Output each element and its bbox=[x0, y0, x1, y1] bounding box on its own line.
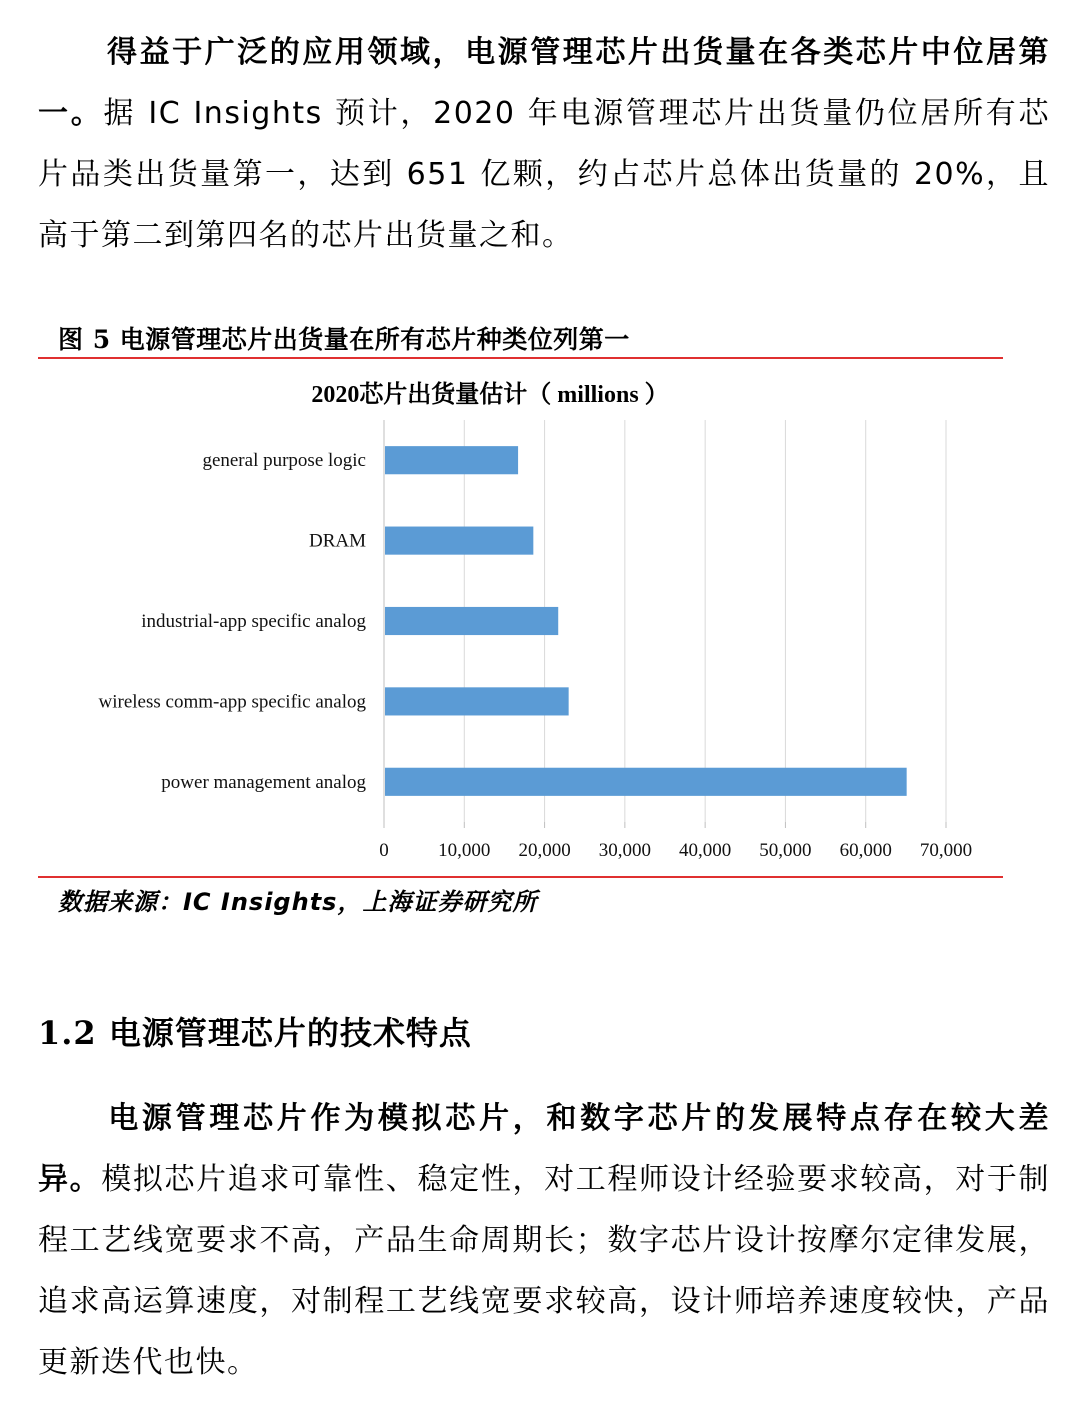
chart-bars bbox=[385, 446, 907, 796]
bar bbox=[385, 768, 907, 796]
chart-title: 2020芯片出货量估计（ millions ） bbox=[311, 382, 669, 408]
category-label: wireless comm-app specific analog bbox=[98, 691, 366, 713]
x-tick-label: 70,000 bbox=[919, 840, 973, 861]
x-tick-label: 50,000 bbox=[759, 840, 812, 861]
figure-caption: 图 5 电源管理芯片出货量在所有芯片种类位列第一 bbox=[58, 325, 630, 354]
category-label: general purpose logic bbox=[202, 450, 366, 472]
category-label: power management analog bbox=[161, 771, 366, 793]
section-lead: 电源管理芯片作为模拟芯片，和数字芯片的发展特点存在较大差异。 bbox=[38, 1101, 1050, 1197]
figure-source: 数据来源：IC Insights，上海证券研究所 bbox=[58, 888, 538, 916]
section-body: 模拟芯片追求可靠性、稳定性，对工程师设计经验要求较高，对于制程工艺线宽要求不高，产品生命周期长；数字芯片设计按摩尔定律发展，追求高运算速度，对制程工艺线宽要求较高，设计师培养速度较快，产品更新迭代也快。 bbox=[38, 1162, 1051, 1380]
x-tick-label: 0 bbox=[379, 840, 389, 861]
bar bbox=[385, 607, 558, 635]
shipment-bar-chart bbox=[38, 362, 1003, 872]
source-rule bbox=[38, 876, 1003, 878]
chart-tick-labels bbox=[379, 840, 972, 861]
category-label: DRAM bbox=[308, 530, 366, 552]
intro-body: 据 IC Insights 预计，2020 年电源管理芯片出货量仍位居所有芯片品类出货量第一，达到 651 亿颗，约占芯片总体出货量的 20%，且高于第二到第四名的芯片出货量之和。 bbox=[38, 96, 1051, 253]
x-tick-label: 10,000 bbox=[438, 840, 491, 861]
section-paragraph bbox=[38, 1088, 1050, 1393]
intro-paragraph bbox=[38, 22, 1050, 266]
x-tick-label: 40,000 bbox=[679, 840, 732, 861]
bar bbox=[385, 446, 518, 474]
x-tick-label: 20,000 bbox=[518, 840, 571, 861]
chart-category-labels bbox=[99, 450, 367, 793]
bar bbox=[385, 687, 569, 715]
section-heading: 1.2 电源管理芯片的技术特点 bbox=[38, 1014, 472, 1052]
caption-rule bbox=[38, 357, 1003, 359]
intro-lead: 得益于广泛的应用领域，电源管理芯片出货量在各类芯片中位居第一。 bbox=[38, 35, 1050, 131]
x-tick-label: 60,000 bbox=[839, 840, 892, 861]
category-label: industrial-app specific analog bbox=[141, 611, 366, 632]
x-tick-label: 30,000 bbox=[598, 840, 651, 861]
bar bbox=[385, 527, 533, 555]
